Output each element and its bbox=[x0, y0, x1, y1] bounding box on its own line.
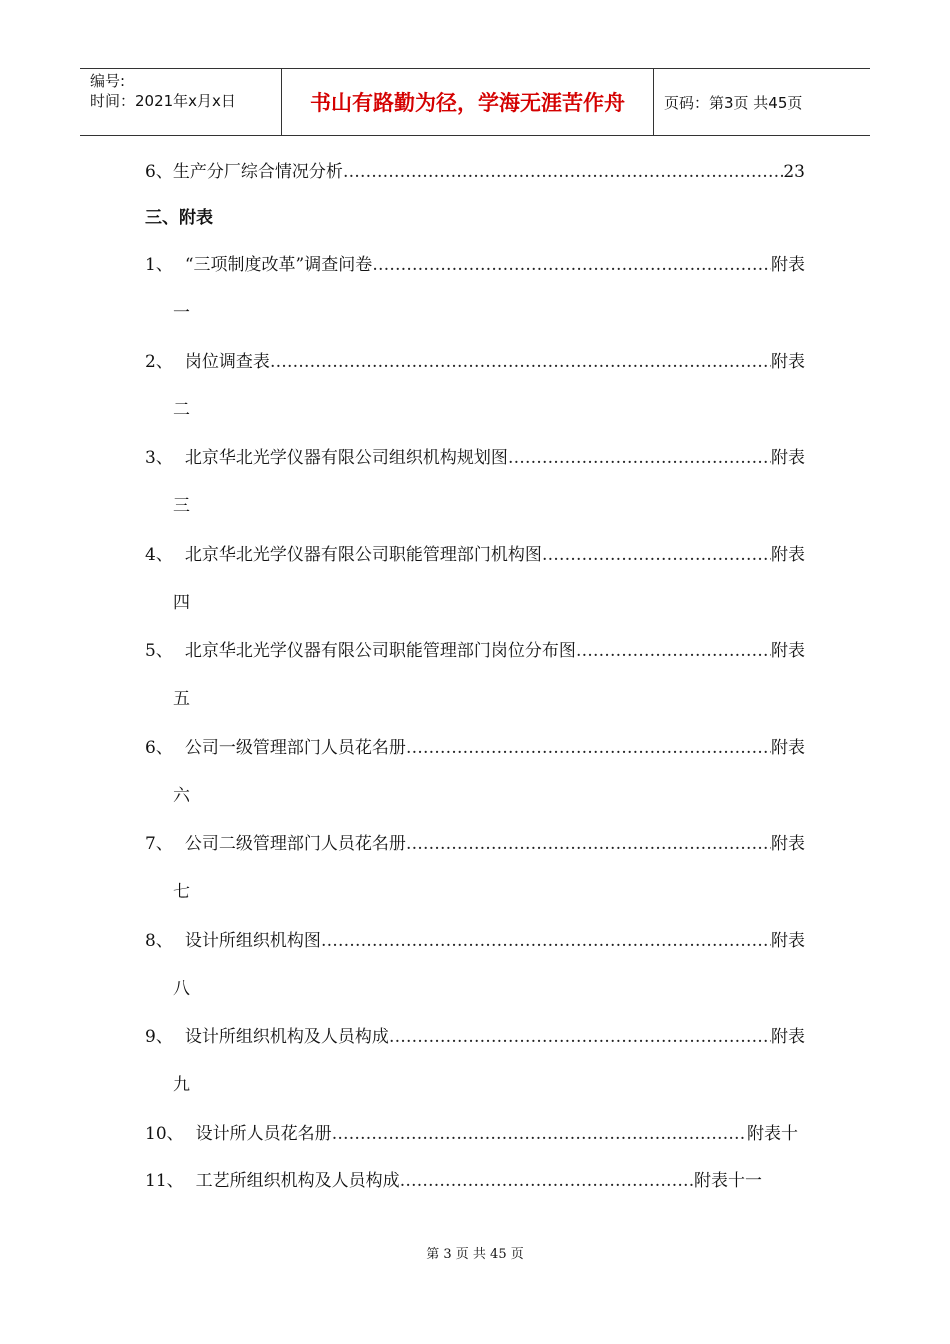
appendix-continuation: 一 bbox=[173, 303, 190, 323]
appendix-text: 公司一级管理部门人员花名册 bbox=[184, 738, 406, 758]
appendix-number: 11、 bbox=[145, 1171, 184, 1191]
appendix-text: “三项制度改革”调查问卷 bbox=[184, 255, 373, 275]
appendix-text: 北京华北光学仪器有限公司组织机构规划图 bbox=[184, 448, 508, 468]
appendix-leader-dots bbox=[406, 832, 771, 856]
appendix-leader-dots bbox=[389, 1025, 771, 1049]
toc-page: 23 bbox=[783, 162, 805, 182]
appendix-text: 设计所组织机构及人员构成 bbox=[184, 1027, 389, 1047]
appendix-leader-dots bbox=[406, 736, 771, 760]
appendix-page: 附表 bbox=[771, 255, 805, 275]
appendix-page: 附表 bbox=[771, 738, 805, 758]
appendix-text: 工艺所组织机构及人员构成 bbox=[195, 1171, 400, 1191]
section-title: 三、附表 bbox=[145, 208, 213, 228]
header-motto: 书山有路勤为径，学海无涯苦作舟 bbox=[282, 69, 654, 135]
toc-number: 6、 bbox=[145, 162, 173, 182]
appendix-page: 附表 bbox=[771, 352, 805, 372]
appendix-continuation: 七 bbox=[173, 882, 190, 902]
appendix-continuation: 四 bbox=[173, 593, 190, 613]
appendix-page: 附表十一 bbox=[694, 1171, 762, 1191]
appendix-continuation: 五 bbox=[173, 689, 190, 709]
appendix-entry[interactable] bbox=[145, 929, 805, 953]
page-footer: 第 3 页 共 45 页 bbox=[426, 1247, 524, 1262]
appendix-continuation: 三 bbox=[173, 496, 190, 516]
appendix-leader-dots bbox=[576, 639, 771, 663]
appendix-leader-dots bbox=[542, 543, 771, 567]
appendix-number: 5、 bbox=[145, 641, 173, 661]
appendix-number: 7、 bbox=[145, 834, 173, 854]
appendix-number: 9、 bbox=[145, 1027, 173, 1047]
appendix-entry[interactable] bbox=[145, 1169, 762, 1193]
appendix-leader-dots bbox=[332, 1122, 747, 1146]
appendix-number: 8、 bbox=[145, 931, 173, 951]
appendix-page: 附表 bbox=[771, 931, 805, 951]
appendix-entry[interactable] bbox=[145, 350, 805, 374]
appendix-entry[interactable] bbox=[145, 543, 805, 567]
page-header bbox=[80, 68, 870, 136]
appendix-text: 北京华北光学仪器有限公司职能管理部门机构图 bbox=[184, 545, 542, 565]
appendix-text: 岗位调查表 bbox=[184, 352, 270, 372]
appendix-entry[interactable] bbox=[145, 639, 805, 663]
appendix-entry[interactable] bbox=[145, 1025, 805, 1049]
serial-label: 编号: bbox=[90, 72, 126, 90]
appendix-page: 附表 bbox=[771, 641, 805, 661]
appendix-number: 4、 bbox=[145, 545, 173, 565]
appendix-page: 附表 bbox=[771, 834, 805, 854]
appendix-continuation: 六 bbox=[173, 786, 190, 806]
appendix-continuation: 八 bbox=[173, 979, 190, 999]
appendix-page: 附表十 bbox=[747, 1124, 798, 1144]
appendix-page: 附表 bbox=[771, 545, 805, 565]
appendix-leader-dots bbox=[321, 929, 771, 953]
appendix-entry[interactable] bbox=[145, 446, 805, 470]
appendix-number: 1、 bbox=[145, 255, 173, 275]
appendix-continuation: 九 bbox=[173, 1075, 190, 1095]
appendix-text: 设计所组织机构图 bbox=[184, 931, 321, 951]
appendix-number: 10、 bbox=[145, 1124, 184, 1144]
toc-text: 生产分厂综合情况分析 bbox=[172, 162, 343, 182]
appendix-entry[interactable] bbox=[145, 1122, 798, 1146]
appendix-number: 6、 bbox=[145, 738, 173, 758]
appendix-text: 公司二级管理部门人员花名册 bbox=[184, 834, 406, 854]
header-page-info: 页码：第3页 共45页 bbox=[664, 93, 803, 112]
date-label: 时间：2021年x月x日 bbox=[90, 92, 236, 110]
appendix-continuation: 二 bbox=[173, 400, 190, 420]
appendix-page: 附表 bbox=[771, 448, 805, 468]
toc-entry[interactable] bbox=[145, 160, 805, 184]
appendix-number: 2、 bbox=[145, 352, 173, 372]
appendix-text: 北京华北光学仪器有限公司职能管理部门岗位分布图 bbox=[184, 641, 576, 661]
appendix-page: 附表 bbox=[771, 1027, 805, 1047]
header-meta bbox=[80, 69, 282, 135]
appendix-number: 3、 bbox=[145, 448, 173, 468]
appendix-leader-dots bbox=[270, 350, 771, 374]
appendix-entry[interactable] bbox=[145, 736, 805, 760]
appendix-text: 设计所人员花名册 bbox=[195, 1124, 332, 1144]
appendix-leader-dots bbox=[508, 446, 771, 470]
appendix-leader-dots bbox=[400, 1169, 694, 1193]
appendix-leader-dots bbox=[372, 253, 771, 277]
appendix-entry[interactable] bbox=[145, 253, 805, 277]
toc-leader-dots bbox=[343, 160, 784, 184]
appendix-entry[interactable] bbox=[145, 832, 805, 856]
